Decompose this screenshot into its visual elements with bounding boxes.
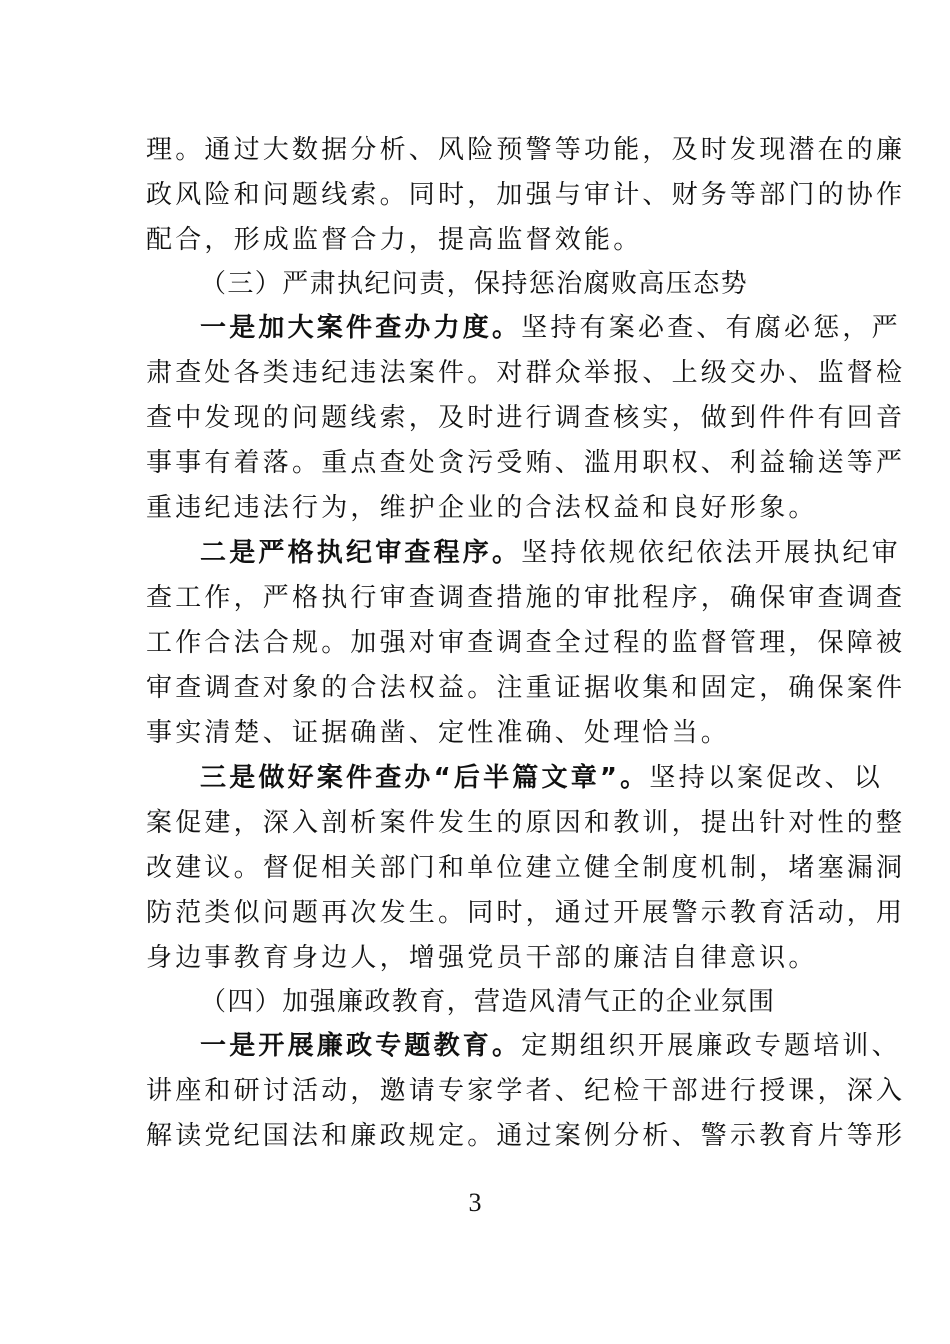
paragraph-lead: 三是做好案件查办“后半篇文章”。 — [200, 763, 650, 793]
paragraph-line: 案促建，深入剖析案件发生的原因和教训，提出针对性的整 — [146, 808, 906, 838]
paragraph-first-line — [200, 538, 901, 568]
paragraph-line: 配合，形成监督合力，提高监督效能。 — [146, 225, 643, 255]
paragraph-line: 审查调查对象的合法权益。注重证据收集和固定，确保案件 — [146, 673, 906, 703]
paragraph-line: 肃查处各类违纪违法案件。对群众举报、上级交办、监督检 — [146, 358, 906, 388]
paragraph-line: 工作合法合规。加强对审查调查全过程的监督管理，保障被 — [146, 628, 906, 658]
paragraph-line: 解读党纪国法和廉政规定。通过案例分析、警示教育片等形 — [146, 1121, 906, 1151]
paragraph-text: 坚持以案促改、以 — [649, 763, 883, 793]
paragraph-line: 防范类似问题再次发生。同时，通过开展警示教育活动，用 — [146, 898, 906, 928]
paragraph-line: 事实清楚、证据确凿、定性准确、处理恰当。 — [146, 718, 731, 748]
paragraph-line: 事事有着落。重点查处贪污受贿、滥用职权、利益输送等严 — [146, 448, 906, 478]
paragraph-text: 坚持有案必查、有腐必惩，严 — [521, 313, 901, 343]
paragraph-line: 理。通过大数据分析、风险预警等功能，及时发现潜在的廉 — [146, 135, 906, 165]
paragraph-text: 坚持依规依纪依法开展执纪审 — [521, 538, 901, 568]
paragraph-line: 查工作，严格执行审查调查措施的审批程序，确保审查调查 — [146, 583, 906, 613]
page-number: 3 — [468, 1188, 482, 1217]
paragraph-lead: 一是加大案件查办力度。 — [200, 313, 522, 343]
paragraph-lead: 一是开展廉政专题教育。 — [200, 1031, 522, 1061]
paragraph-line: 身边事教育身边人，增强党员干部的廉洁自律意识。 — [146, 943, 818, 973]
section-heading: （四）加强廉政教育，营造风清气正的企业氛围 — [200, 987, 776, 1017]
paragraph-lead: 二是严格执纪审查程序。 — [200, 538, 522, 568]
paragraph-line: 改建议。督促相关部门和单位建立健全制度机制，堵塞漏洞 — [146, 853, 906, 883]
paragraph-line: 查中发现的问题线索，及时进行调查核实，做到件件有回音 — [146, 403, 906, 433]
paragraph-line: 重违纪违法行为，维护企业的合法权益和良好形象。 — [146, 493, 818, 523]
section-heading: （三）严肃执纪问责，保持惩治腐败高压态势 — [200, 269, 749, 299]
paragraph-first-line — [200, 763, 883, 793]
paragraph-line: 讲座和研讨活动，邀请专家学者、纪检干部进行授课，深入 — [146, 1076, 906, 1106]
paragraph-text: 定期组织开展廉政专题培训、 — [521, 1031, 901, 1061]
paragraph-first-line — [200, 1031, 901, 1061]
paragraph-first-line — [200, 313, 901, 343]
paragraph-line: 政风险和问题线索。同时，加强与审计、财务等部门的协作 — [146, 180, 906, 210]
